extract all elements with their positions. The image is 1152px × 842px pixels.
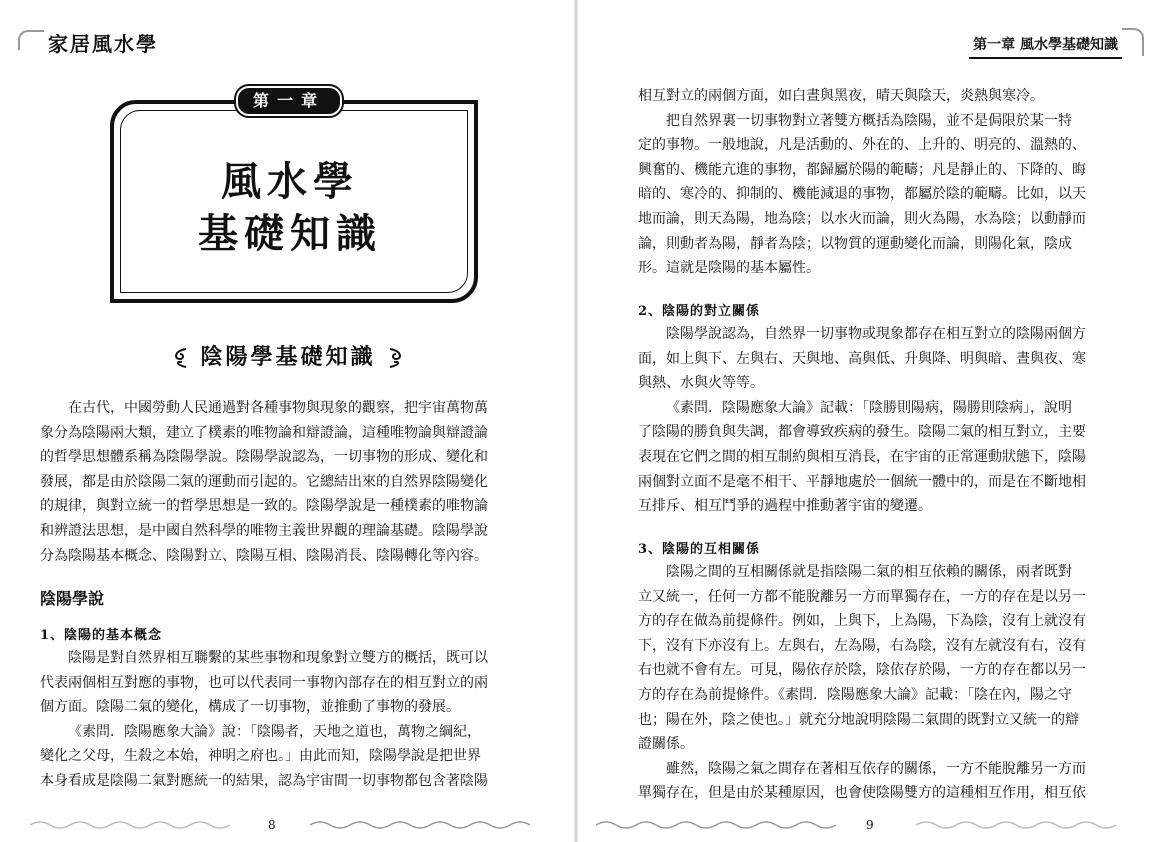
text-line: 證關係。 bbox=[638, 736, 694, 753]
page-number-left: 8 bbox=[268, 818, 276, 832]
text-line: 暗的、寒冷的、抑制的、機能減退的事物，都屬於陰的範疇。比如，以天 bbox=[638, 186, 1086, 203]
text-line: 互排斥、相互鬥爭的過程中推動著宇宙的變遷。 bbox=[638, 498, 932, 515]
chapter-title-line-1: 風水學 bbox=[221, 158, 359, 205]
text-line: 發展，都是由於陰陽二氣的運動而引起的。它總結出來的自然界陰陽變化 bbox=[40, 473, 488, 490]
text-line: 陰陽學說認為，自然界一切事物或現象都存在相互對立的陰陽兩個方 bbox=[666, 326, 1086, 342]
text-line: 《素問．陰陽應象大論》說：「陰陽者，天地之道也，萬物之綱紀， bbox=[68, 723, 481, 740]
text-line: 了陰陽的勝負與失調，都會導致疾病的發生。陰陽二氣的相互對立，主要 bbox=[638, 424, 1086, 441]
right-page bbox=[576, 0, 1152, 842]
swirl-ornament-icon bbox=[170, 347, 190, 369]
opposition-paragraph bbox=[638, 322, 1118, 519]
chapter-title-line-2: 基礎知識 bbox=[198, 210, 382, 257]
footer-ornament-icon bbox=[30, 818, 550, 832]
text-line: 象分為陰陽兩大類，建立了樸素的唯物論和辯證論，這種唯物論與辯證論 bbox=[40, 424, 488, 441]
text-line: 兩個對立面不是毫不相干、平靜地處於一個統一體中的，而是在不斷地相 bbox=[638, 473, 1086, 490]
text-line: 面，如上與下、左與右、天與地、高與低、升與降、明與暗、晝與夜、寒 bbox=[638, 350, 1086, 367]
text-line: 興奮的、機能亢進的事物，都歸屬於陽的範疇；凡是靜止的、下降的、晦 bbox=[638, 161, 1086, 178]
chapter-label: 第一章 bbox=[236, 86, 342, 116]
text-line: 的哲學思想體系稱為陰陽學說。陰陽學說認為，一切事物的形成、變化和 bbox=[40, 449, 488, 466]
intro-paragraph bbox=[40, 396, 532, 568]
text-line: 分為陰陽基本概念、陰陽對立、陰陽互相、陰陽消長、陰陽轉化等內容。 bbox=[40, 547, 488, 564]
running-head-left: 家居風水學 bbox=[48, 28, 158, 57]
text-line: 右也就不會有左。可見，陽依存於陰，陰依存於陽，一方的存在都以另一 bbox=[638, 662, 1086, 679]
text-line: 方的存在為前提條件。《素問．陰陽應象大論》記載：「陰在內，陽之守 bbox=[638, 686, 1072, 703]
text-line: 方的存在做為前提條件。例如，上與下，上為陽，下為陰，沒有上就沒有 bbox=[638, 613, 1086, 630]
interdependence-paragraph bbox=[638, 560, 1118, 806]
text-line: 也；陽在外，陰之使也。」就充分地說明陰陽二氣間的既對立又統一的辯 bbox=[638, 711, 1079, 728]
basic-concept-paragraph bbox=[40, 646, 532, 794]
text-line: 雖然，陰陽之氣之間存在著相互依存的關係，一方不能脫離另一方而 bbox=[666, 760, 1086, 777]
text-line: 表現在它們之間的相互制約與相互消長，在宇宙的正常運動狀態下，陰陽 bbox=[638, 448, 1086, 465]
section-title bbox=[148, 340, 428, 371]
text-line: 變化之父母，生殺之本始，神明之府也。」由此而知，陰陽學說是把世界 bbox=[40, 748, 481, 765]
text-line: 本身看成是陰陽二氣對應統一的結果，認為宇宙間一切事物都包含著陰陽 bbox=[40, 772, 488, 789]
section-title-text: 陰陽學基礎知識 bbox=[200, 344, 376, 370]
footer-ornament-icon bbox=[596, 818, 1116, 832]
text-line: 《素問．陰陽應象大論》記載：「陰勝則陽病，陽勝則陰病」，說明 bbox=[666, 399, 1072, 416]
swirl-ornament-icon bbox=[386, 347, 406, 369]
text-line: 地而論，則天為陽，地為陰；以水火而論，則火為陽，水為陰；以動靜而 bbox=[638, 210, 1086, 227]
text-line: 的規律，與對立統一的哲學思想是一致的。陰陽學說是一種樸素的唯物論 bbox=[40, 498, 488, 515]
text-line: 把自然界裏一切事物對立著雙方概括為陰陽，並不是侷限於某一特 bbox=[666, 112, 1072, 129]
text-line: 形。這就是陰陽的基本屬性。 bbox=[638, 260, 820, 277]
text-line: 立又統一，任何一方都不能脫離另一方而單獨存在，一方的存在是以另一 bbox=[638, 588, 1086, 605]
text-line: 論，則動者為陽，靜者為陰；以物質的運動變化而論，則陽化氣，陰成 bbox=[638, 235, 1072, 252]
text-line: 單獨存在，但是由於某種原因，也會使陰陽雙方的這種相互作用，相互依 bbox=[638, 785, 1086, 802]
text-line: 代表兩個相互對應的事物，也可以代表同一事物內部存在的相互對立的兩 bbox=[40, 674, 488, 691]
heading-yinyang-theory: 陰陽學說 bbox=[40, 589, 105, 608]
text-line: 與熱、水與火等等。 bbox=[638, 375, 764, 392]
heading-basic-concept: 1、陰陽的基本概念 bbox=[40, 628, 163, 643]
running-head-right: 第一章 風水學基礎知識 bbox=[969, 34, 1122, 59]
attributes-paragraph bbox=[638, 84, 1118, 281]
text-line: 和辨證法思想，是中國自然科學的唯物主義世界觀的理論基礎。陰陽學說 bbox=[40, 522, 488, 539]
text-line: 相互對立的兩個方面，如白晝與黑夜，晴天與陰天，炎熱與寒冷。 bbox=[638, 88, 1044, 104]
text-line: 陰陽之間的互相關係就是指陰陽二氣的相互依賴的關係，兩者既對 bbox=[666, 564, 1072, 580]
text-line: 個方面。陰陽二氣的變化，構成了一切事物，並推動了事物的發展。 bbox=[40, 699, 460, 716]
page-number-right: 9 bbox=[866, 818, 874, 832]
text-line: 定的事物。一般地說，凡是活動的、外在的、上升的、明亮的、溫熱的、 bbox=[638, 137, 1086, 154]
text-line: 在古代，中國勞動人民通過對各種事物與現象的觀察，把宇宙萬物萬 bbox=[68, 400, 488, 416]
heading-interdependence: 3、陰陽的互相關係 bbox=[638, 542, 761, 557]
text-line: 陰陽是對自然界相互聯繫的某些事物和現象對立雙方的概括，既可以 bbox=[68, 650, 488, 666]
heading-opposition: 2、陰陽的對立關係 bbox=[638, 304, 761, 319]
text-line: 下，沒有下亦沒有上。左與右，左為陽，右為陰，沒有左就沒有右，沒有 bbox=[638, 637, 1086, 654]
